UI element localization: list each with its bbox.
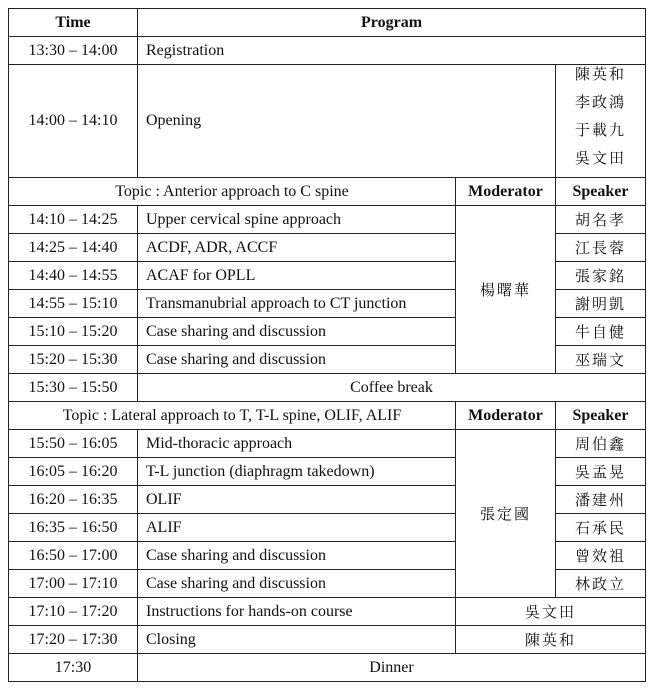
speaker-cell: 周伯鑫 xyxy=(556,430,646,458)
speaker-cell: 潘建州 xyxy=(556,486,646,514)
program-cell: Opening xyxy=(138,65,556,178)
speaker-cell: 胡名孝 xyxy=(556,206,646,234)
program-cell: T-L junction (diaphragm takedown) xyxy=(138,458,456,486)
program-cell: ACAF for OPLL xyxy=(138,262,456,290)
speaker-cell: 巫瑞文 xyxy=(556,346,646,374)
speaker-cell: 吳孟晃 xyxy=(556,458,646,486)
program-cell: Case sharing and discussion xyxy=(138,346,456,374)
moderator-header: Moderator xyxy=(456,402,556,430)
speaker-cell: 江長蓉 xyxy=(556,234,646,262)
header-row xyxy=(9,9,646,37)
speaker-header: Speaker xyxy=(556,402,646,430)
time-cell: 13:30 – 14:00 xyxy=(9,37,138,65)
moderator-cell: 張定國 xyxy=(456,430,556,598)
speaker-cell: 陳英和 xyxy=(456,626,646,654)
speaker-cell: 林政立 xyxy=(556,570,646,598)
topic-cell: Topic : Lateral approach to T, T-L spine, OLIF, ALIF xyxy=(9,402,456,430)
program-cell: OLIF xyxy=(138,486,456,514)
speaker-name: 于載九 xyxy=(575,121,627,139)
time-cell: 16:50 – 17:00 xyxy=(9,542,138,570)
instructions-row xyxy=(9,598,646,626)
program-cell: Coffee break xyxy=(138,374,646,402)
speaker-cell: 曾效祖 xyxy=(556,542,646,570)
dinner-row xyxy=(9,654,646,682)
program-cell: ALIF xyxy=(138,514,456,542)
section1-topic-row xyxy=(9,178,646,206)
header-program: Program xyxy=(138,9,646,37)
speaker-cell: 謝明凱 xyxy=(556,290,646,318)
program-cell: Registration xyxy=(138,37,646,65)
closing-row xyxy=(9,626,646,654)
time-cell: 14:55 – 15:10 xyxy=(9,290,138,318)
coffee-break-row xyxy=(9,374,646,402)
program-cell: Upper cervical spine approach xyxy=(138,206,456,234)
opening-speakers xyxy=(556,65,646,178)
time-cell: 14:40 – 14:55 xyxy=(9,262,138,290)
moderator-cell: 楊曙華 xyxy=(456,206,556,374)
time-cell: 17:10 – 17:20 xyxy=(9,598,138,626)
program-cell: Case sharing and discussion xyxy=(138,570,456,598)
program-cell: Transmanubrial approach to CT junction xyxy=(138,290,456,318)
time-cell: 14:10 – 14:25 xyxy=(9,206,138,234)
time-cell: 15:50 – 16:05 xyxy=(9,430,138,458)
program-cell: ACDF, ADR, ACCF xyxy=(138,234,456,262)
time-cell: 15:20 – 15:30 xyxy=(9,346,138,374)
time-cell: 14:00 – 14:10 xyxy=(9,65,138,178)
time-cell: 15:30 – 15:50 xyxy=(9,374,138,402)
program-table xyxy=(8,8,646,682)
time-cell: 16:20 – 16:35 xyxy=(9,486,138,514)
opening-row xyxy=(9,65,646,178)
speaker-header: Speaker xyxy=(556,178,646,206)
program-cell: Dinner xyxy=(138,654,646,682)
program-cell: Mid-thoracic approach xyxy=(138,430,456,458)
table-row xyxy=(9,430,646,458)
program-cell: Closing xyxy=(138,626,456,654)
time-cell: 17:00 – 17:10 xyxy=(9,570,138,598)
speaker-name: 李政鴻 xyxy=(575,93,627,111)
header-time: Time xyxy=(9,9,138,37)
time-cell: 16:05 – 16:20 xyxy=(9,458,138,486)
moderator-header: Moderator xyxy=(456,178,556,206)
program-cell: Case sharing and discussion xyxy=(138,542,456,570)
registration-row xyxy=(9,37,646,65)
program-cell: Instructions for hands-on course xyxy=(138,598,456,626)
speaker-cell: 牛自健 xyxy=(556,318,646,346)
time-cell: 17:20 – 17:30 xyxy=(9,626,138,654)
speaker-cell: 張家銘 xyxy=(556,262,646,290)
section2-topic-row xyxy=(9,402,646,430)
speaker-cell: 吳文田 xyxy=(456,598,646,626)
table-row xyxy=(9,206,646,234)
program-cell: Case sharing and discussion xyxy=(138,318,456,346)
time-cell: 16:35 – 16:50 xyxy=(9,514,138,542)
topic-cell: Topic : Anterior approach to C spine xyxy=(9,178,456,206)
speaker-name: 陳英和 xyxy=(575,65,627,83)
speaker-cell: 石承民 xyxy=(556,514,646,542)
time-cell: 17:30 xyxy=(9,654,138,682)
time-cell: 14:25 – 14:40 xyxy=(9,234,138,262)
time-cell: 15:10 – 15:20 xyxy=(9,318,138,346)
speaker-name: 吳文田 xyxy=(575,149,627,167)
